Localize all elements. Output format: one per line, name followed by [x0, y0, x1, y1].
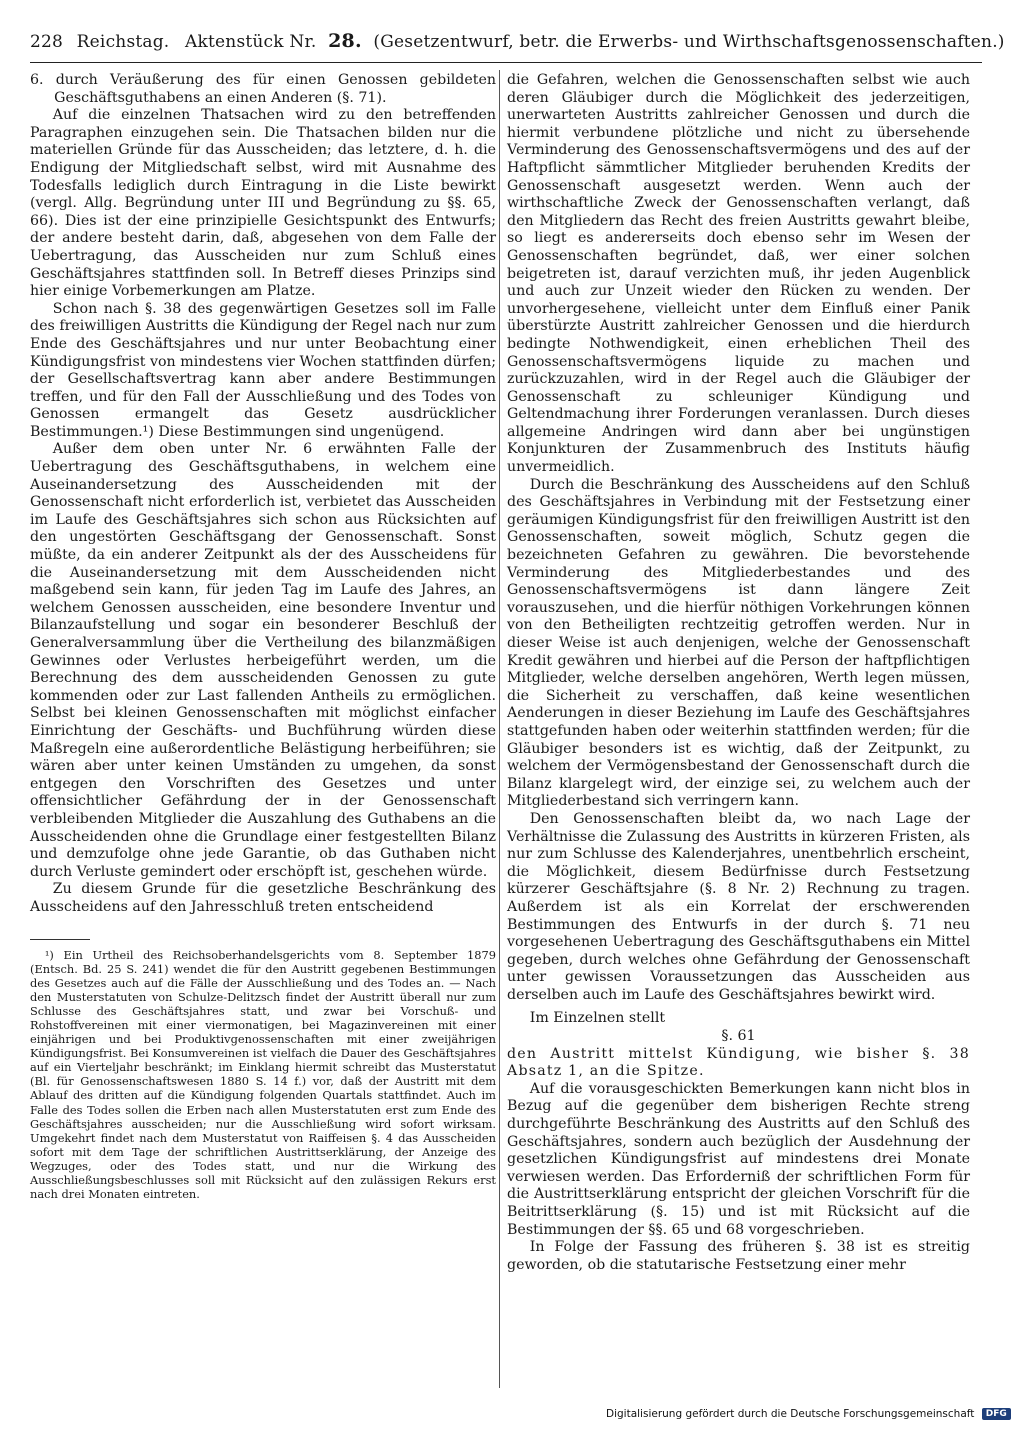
document-number: 28.	[328, 30, 362, 52]
paragraph: Auf die einzelnen Thatsachen wird zu den betreffenden Paragraphen einzugehen sein. Die Thatsachen bilden nur die materiellen Gründe für das Ausscheiden; das letztere, d. h. die Endigung der Mitgliedschaft selbst, wird mit Ausnahme des Todesfalls lediglich durch Eintragung in die Liste bewirkt (vergl. Allg. Begründung unter III und Begründung zu §§. 65, 66). Dies ist der eine prinzipielle Gesichtspunkt des Entwurfs; der andere besteht darin, daß, abgesehen von dem Falle der Uebertragung, das Ausscheiden nur zum Schluß eines Geschäftsjahres stattfinden soll. In Betreff dieses Prinzips sind hier einige Vorbemerkungen am Platze.	[30, 107, 496, 300]
footnote: ¹) Ein Urtheil des Reichsoberhandelsgerichts vom 8. September 1879 (Entsch. Bd. 25 S. 241) wendet die für den Austritt gegebenen Bestimmungen des Gesetzes auch auf die Fälle der Ausschließung und des Todes an. — Nach den Musterstatuten von Schulze-Delitzsch findet der Austritt überall nur zum Schlusse des Geschäftsjahres statt, und zwar bei Vorschuß- und Rohstoffvereinen mit einer viermonatigen, bei Magazinvereinen mit einer einjährigen und bei Produktivgenossenschaften mit einer zweijährigen Kündigungsfrist. Bei Konsumvereinen ist vielfach die Dauer des Geschäftsjahres auf ein Vierteljahr beschränkt; im Einklang hiermit schreibt das Musterstatut (Bl. für Genossenschaftswesen 1880 S. 14 f.) vor, daß der Austritt mit dem Ablauf des dritten auf die Kündigung folgenden Quartals stattfindet. Auch im Falle des Todes sollen die Erben nach allen Musterstatuten erst zum Ende des Geschäftsjahres ausscheiden; nur die Ausschließung wird sofort wirksam. Umgekehrt findet nach dem Musterstatut von Raiffeisen §. 4 das Ausscheiden sofort mit dem Tage der schriftlichen Austrittserklärung, der Anzeige des Wegzuges, oder des Todes statt, und nur die Wirkung des Ausschließungsbeschlusses soll mit Rücksicht auf den zulässigen Rekurs erst nach drei Monaten eintreten.	[30, 947, 496, 1202]
paragraph: Auf die vorausgeschickten Bemerkungen kann nicht blos in Bezug auf die gegenüber dem bisherigen Rechte streng durchgeführte Beschränkung des Austritts auf den Schluß des Geschäftsjahres, sondern auch bezüglich der Ausdehnung der gesetzlichen Kündigungsfrist auf mindestens drei Monate verwiesen werden. Das Erforderniß der schriftlichen Form für die Austrittserklärung entspricht der gleichen Vorschrift für die Beitrittserklärung (§. 15) und ist mit Rücksicht auf die Bestimmungen der §§. 65 und 68 vorgeschrieben.	[507, 1080, 970, 1238]
section-intro: Im Einzelnen stellt	[529, 1010, 666, 1027]
list-item-6: 6. durch Veräußerung des für einen Genossen gebildeten Geschäftsguthabens an einen Anderen (§. 71).	[30, 72, 496, 106]
page-number: 228	[30, 32, 64, 52]
document-label: Aktenstück Nr.	[185, 32, 317, 52]
funding-note: Digitalisierung gefördert durch die Deutsche Forschungsgemeinschaft	[606, 1408, 975, 1420]
page-header	[30, 30, 1005, 63]
section-lead: den Austritt mittelst Kündigung, wie bisher §. 38 Absatz 1, an die Spitze.	[507, 1045, 970, 1080]
page-footer	[606, 1408, 1011, 1420]
paragraph: Den Genossenschaften bleibt da, wo nach Lage der Verhältnisse die Zulassung des Austritts in kürzeren Fristen, als nur zum Schlusse des Kalenderjahres, unentbehrlich erscheint, die Möglichkeit, diesem Bedürfnisse durch Festsetzung kürzerer Geschäftsjahre (§. 8 Nr. 2) Rechnung zu tragen. Außerdem ist als ein Korrelat der erschwerenden Bestimmungen des Entwurfs in der durch §. 71 neu vorgesehenen Uebertragung des Geschäftsguthabens ein Mittel gegeben, durch welches ohne Gefährdung der Genossenschaft unter gewissen Voraussetzungen das Ausscheiden aus derselben auch im Laufe des Geschäftsjahres bewirkt wird.	[507, 810, 970, 1003]
footnote-rule	[30, 939, 90, 940]
dfg-logo: DFG	[982, 1408, 1011, 1420]
paragraph: die Gefahren, welchen die Genossenschaften selbst wie auch deren Gläubiger durch die Möglichkeit des jederzeitigen, unerwarteten Austritts zahlreicher Genossen und durch die hiermit verbundene plötzliche und nicht zu übersehende Verminderung des Genossenschaftsvermögens und des auf der Haftpflicht sämmtlicher Mitglieder beruhenden Kredits der Genossenschaft ausgesetzt werden. Wenn auch der wirthschaftliche Zweck der Genossenschaften verlangt, daß den Mitgliedern das Recht des freien Austritts gewahrt bleibe, so liegt es andererseits doch ebenso sehr im Wesen der Genossenschaften begründet, daß, wer einer solchen beigetreten ist, darauf verzichten muß, ihr jeden Augenblick und auch zur Unzeit wieder den Rücken zu wenden. Der unvorhergesehene, vielleicht unter dem Einfluß einer Panik überstürzte Austritt zahlreicher Genossen und die hierdurch bedingte Nothwendigkeit, einen erheblichen Theil des Genossenschaftsvermögens liquide zu machen und zurückzuzahlen, wird in der Regel auch die Gläubiger der Genossenschaft zu schleuniger Kündigung und Geltendmachung ihrer Forderungen veranlassen. Durch dieses allgemeine Andringen wird dann aber bei ungünstigen Konjunkturen der Zusammenbruch des Instituts häufig unvermeidlich.	[507, 72, 970, 476]
paragraph: Schon nach §. 38 des gegenwärtigen Gesetzes soll im Falle des freiwilligen Austritts die Kündigung der Regel nach nur zum Ende des Geschäftsjahres und nur unter Beobachtung einer Kündigungsfrist von mindestens vier Wochen stattfinden dürfen; der Gesellschaftsvertrag kann aber andere Bestimmungen treffen, und für den Fall der Ausschließung und des Todes von Genossen ermangelt das Gesetz ausdrücklicher Bestimmungen.¹) Diese Bestimmungen sind ungenügend.	[30, 300, 496, 440]
paragraph: Außer dem oben unter Nr. 6 erwähnten Falle der Uebertragung des Geschäftsguthabens, in welchem eine Auseinandersetzung des Ausscheidenden mit der Genossenschaft nicht erforderlich ist, verbietet das Ausscheiden im Laufe des Geschäftsjahres sich schon aus Rücksichten auf den ungestörten Geschäftsgang der Genossenschaft. Sonst müßte, da ein anderer Zeitpunkt als der des Ausscheidens für die Auseinandersetzung mit dem Ausscheidenden nicht maßgebend sein kann, für jeden Tag im Laufe des Jahres, an welchem Genossen ausscheiden, eine besondere Inventur und Bilanzaufstellung und sogar ein besonderer Beschluß der Generalversammlung über die Vertheilung des bilanzmäßigen Gewinnes oder Verlustes herbeigeführt werden, um die Berechnung des dem ausscheidenden Genossen zu gute kommenden oder zur Last fallenden Antheils zu ermöglichen. Selbst bei kleinen Genossenschaften mit möglichst einfacher Einrichtung der Geschäfts- und Buchführung würden diese Maßregeln eine außerordentliche Belästigung herbeiführen; sie wären aber unter keinen Umständen zu umgehen, da sonst entgegen den Vorschriften des Gesetzes und unter offensichtlicher Gefährdung der in der Genossenschaft verbleibenden Mitglieder die Auszahlung des Guthabens an die Ausscheidenden ohne die Grundlage einer festgestellten Bilanz und demzufolge ohne jede Garantie, ob das Guthaben nicht durch Verluste gemindert oder erschöpft ist, geschehen würde.	[30, 441, 496, 880]
left-column	[30, 72, 496, 1377]
paragraph: In Folge der Fassung des früheren §. 38 ist es streitig geworden, ob die statutarische Festsetzung einer mehr	[507, 1239, 970, 1273]
column-divider	[499, 70, 500, 1388]
section-heading: §. 61	[721, 1028, 756, 1045]
right-column	[507, 72, 970, 1377]
paragraph: Durch die Beschränkung des Ausscheidens auf den Schluß des Geschäftsjahres in Verbindung mit der Festsetzung einer geräumigen Kündigungsfrist für den freiwilligen Austritt ist den Genossenschaften, soweit möglich, Schutz gegen die bezeichneten Gefahren zu gewähren. Die bevorstehende Verminderung des Mitgliederbestandes und des Genossenschaftsvermögens ist dann längere Zeit vorauszusehen, und die hierfür nöthigen Vorkehrungen können von den Betheiligten rechtzeitig getroffen werden. Nur in dieser Weise ist auch denjenigen, welche der Genossenschaft Kredit gewähren und hierbei auf die Person der haftpflichtigen Mitglieder, welche derselben angehören, Werth legen müssen, die Sicherheit zu verschaffen, daß keine wesentlichen Aenderungen in dieser Beziehung im Laufe des Geschäftsjahres stattgefunden haben oder weiterhin stattfinden werden; für die Gläubiger besonders ist es wichtig, daß der Zeitpunkt, zu welchem der Vermögensbestand der Genossenschaft durch die Bilanz klargelegt wird, der einzige sei, zu welchem auch der Mitgliederbestand sich verringern kann.	[507, 476, 970, 810]
document-subject: (Gesetzentwurf, betr. die Erwerbs- und Wirthschaftsgenossenschaften.)	[373, 32, 1005, 52]
paragraph: Zu diesem Grunde für die gesetzliche Beschränkung des Ausscheidens auf den Jahresschluß treten entscheidend	[30, 881, 496, 915]
publication-name: Reichstag.	[76, 32, 170, 52]
